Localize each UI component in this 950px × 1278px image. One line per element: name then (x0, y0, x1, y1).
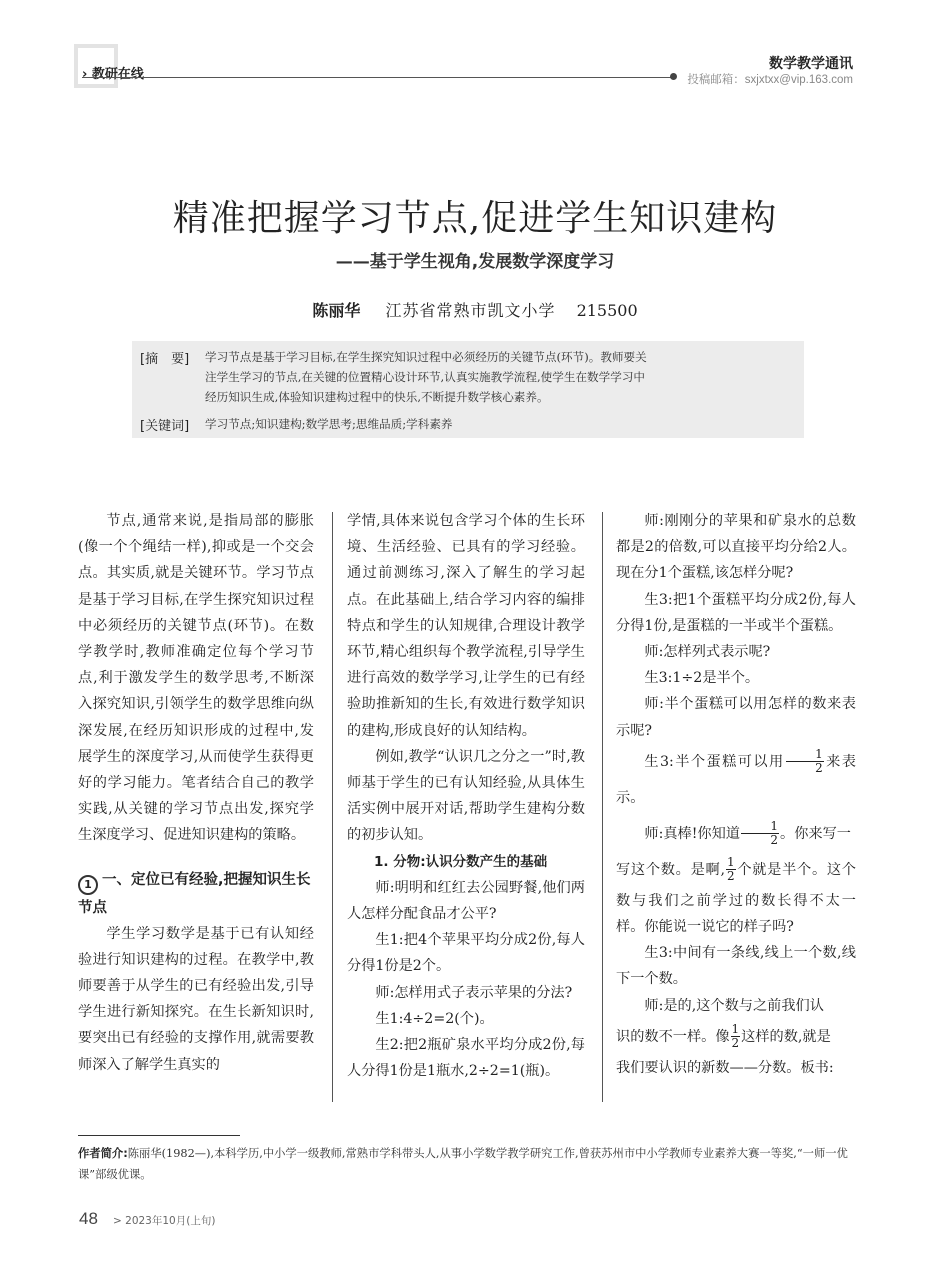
body-column-3 (616, 508, 856, 1081)
footnote-text: 陈丽华(1982—),本科学历,中小学一级教师,常熟市学科带头人,从事小学数学教学研究工作,曾获苏州市中小学教师专业素养大赛一等奖,“一师一优课”部级优课。 (78, 1147, 848, 1181)
abstract-box (132, 341, 804, 438)
fraction-denominator: 2 (815, 761, 823, 776)
page-number: 48 (79, 1209, 98, 1228)
text-run: 个就是半个。这 (736, 861, 842, 878)
journal-name: 数学教学通讯 (769, 56, 853, 72)
section-heading-text: 一、定位已有经验,把握知识生长节点 (78, 871, 311, 916)
paragraph (616, 852, 856, 940)
article-subtitle: ——基于学生视角,发展数学深度学习 (335, 252, 615, 272)
fraction-one-half (731, 1023, 741, 1050)
subsection-heading: 1. 分物:认识分数产生的基础 (374, 853, 548, 870)
paragraph: 例如,教学“认识几之分之一”时,教师基于学生的已有认知经验,从具体生活实例中展开对话,帮助学生建构分数的初步认知。 (347, 748, 585, 844)
body-column-1 (78, 508, 314, 1078)
section-tag: › 教研在线 (82, 67, 144, 82)
text-run: 这样的数,就是 (741, 1028, 831, 1045)
paragraph: 生3:1÷2是半个。 (644, 670, 760, 687)
paragraph: 生3:中间有一条线,线上一个数,线下一个数。 (616, 945, 856, 988)
paragraph: 我们要认识的新数——分数。板书: (616, 1059, 834, 1076)
paragraph: 生2:把2瓶矿泉水平均分成2份,每人分得1份是1瓶水,2÷2=1(瓶)。 (347, 1037, 585, 1080)
paragraph: 学生学习数学是基于已有认知经验进行知识建构的过程。在教学中,教师要善于从学生的已有经验出发,引导学生进行新知探究。在生长新知识时,要突出已有经验的支撑作用,就需要教师深入了解学生真实的 (78, 925, 314, 1073)
fraction-one-half (741, 820, 779, 847)
paragraph: 生1:把4个苹果平均分成2份,每人分得1份是2个。 (347, 932, 585, 975)
author-affiliation: 江苏省常熟市凯文小学 (385, 301, 556, 320)
paragraph: 学情,具体来说包含学习个体的生长环境、生活经验、已具有的学习经验。通过前测练习,深入了解生的学习起点。在此基础上,结合学习内容的编排特点和学生的认知规律,合理设计教学环节,精心组织每个教学流程,引导学生进行高效的数学学习,让学生的已有经验助推新知的生长,有效进行数学知识的建构,形成良好的认知结构。 (347, 513, 585, 739)
author-name: 陈丽华 (312, 301, 361, 320)
column-divider (602, 512, 603, 1102)
author-line (0, 298, 950, 321)
text-run: 生3:半个蛋糕可以用 (644, 753, 785, 770)
author-bio-footnote (78, 1143, 868, 1185)
fraction-denominator: 2 (731, 1036, 740, 1051)
paragraph: 师:怎样列式表示呢? (644, 644, 771, 661)
footnote-rule (78, 1135, 240, 1136)
keywords: 学习节点;知识建构;数学思考;思维品质;学科素养 (205, 417, 453, 431)
submission-email: 投稿邮箱：sxjxtxx@vip.163.com (687, 74, 853, 86)
paragraph: 师:怎样用式子表示苹果的分法? (375, 984, 573, 1001)
fraction-one-half (786, 748, 824, 775)
header-rule-dot (670, 73, 677, 80)
paragraph (616, 744, 856, 816)
text-run: 师:真棒!你知道 (644, 825, 740, 842)
text-run: 。你来写一 (780, 825, 851, 842)
section-number-icon: 1 (78, 875, 98, 895)
fraction-numerator: 1 (786, 748, 824, 762)
column-divider (332, 512, 333, 1102)
text-run: 识的数不一样。像 (616, 1028, 730, 1045)
fraction-denominator: 2 (770, 833, 779, 848)
paragraph: 生1:4÷2=2(个)。 (375, 1010, 494, 1027)
section-heading-1 (78, 867, 314, 921)
issue-info: > 2023年10月(上旬) (113, 1215, 216, 1227)
abstract-text (205, 347, 801, 407)
paragraph: 节点,通常来说,是指局部的膨胀(像一个个绳结一样),抑或是一个交会点。其实质,就是关键环节。学习节点是基于学习目标,在学生探究知识过程中必须经历的关键节点(环节)。在数学教学时,教师准确定位每个学习节点,利于激发学生的数学思考,不断深入探究知识,引领学生的数学思维向纵深发展,在经历知识形成的过程中,发展学生的深度学习,从而使学生获得更好的学习能力。笔者结合自己的教学实践,从关键的学习节点出发,探究学生深度学习、促进知识建构的策略。 (78, 513, 314, 844)
abstract-line: 经历知识生成,体验知识建构过程中的快乐,不断提升数学核心素养。 (205, 390, 549, 404)
text-run: 写这个数。是啊, (616, 861, 725, 878)
text-run: 师:是的,这个数与之前我们认 (644, 997, 824, 1014)
footnote-label: 作者简介: (78, 1147, 128, 1160)
paragraph: 生3:把1个蛋糕平均分成2份,每人分得1份,是蛋糕的一半或半个蛋糕。 (616, 591, 856, 634)
paragraph: 师:明明和红红去公园野餐,他们两人怎样分配食品才公平? (347, 879, 585, 923)
article-title: 精准把握学习节点,促进学生知识建构 (172, 198, 778, 239)
paragraph: 师:半个蛋糕可以用怎样的数来表示呢? (616, 696, 856, 739)
text-run: 来表示。 (616, 753, 856, 806)
fraction-numerator: 1 (741, 820, 779, 834)
header-rule (82, 77, 672, 78)
paragraph (616, 816, 856, 852)
body-column-2 (347, 508, 585, 1084)
text-run: 个数与我们之前学过的数长得不太一样。你能说一说它的样子吗? (616, 861, 856, 936)
paragraph (616, 1019, 856, 1055)
abstract-label: [摘 要] (140, 352, 190, 367)
keywords-label: [关键词] (140, 419, 190, 434)
fraction-one-half (726, 856, 736, 883)
paragraph (616, 993, 856, 1019)
abstract-line: 注学生学习的节点,在关键的位置精心设计环节,认真实施教学流程,使学生在数学学习中 (205, 370, 646, 384)
fraction-numerator: 1 (731, 1022, 740, 1037)
postcode: 215500 (576, 301, 638, 320)
paragraph: 师:刚刚分的苹果和矿泉水的总数都是2的倍数,可以直接平均分给2人。现在分1个蛋糕,该怎样分呢? (616, 513, 856, 582)
fraction-denominator: 2 (726, 869, 735, 884)
abstract-line: 学习节点是基于学习目标,在学生探究知识过程中必须经历的关键节点(环节)。教师要关 (205, 350, 647, 364)
fraction-numerator: 1 (726, 855, 735, 870)
